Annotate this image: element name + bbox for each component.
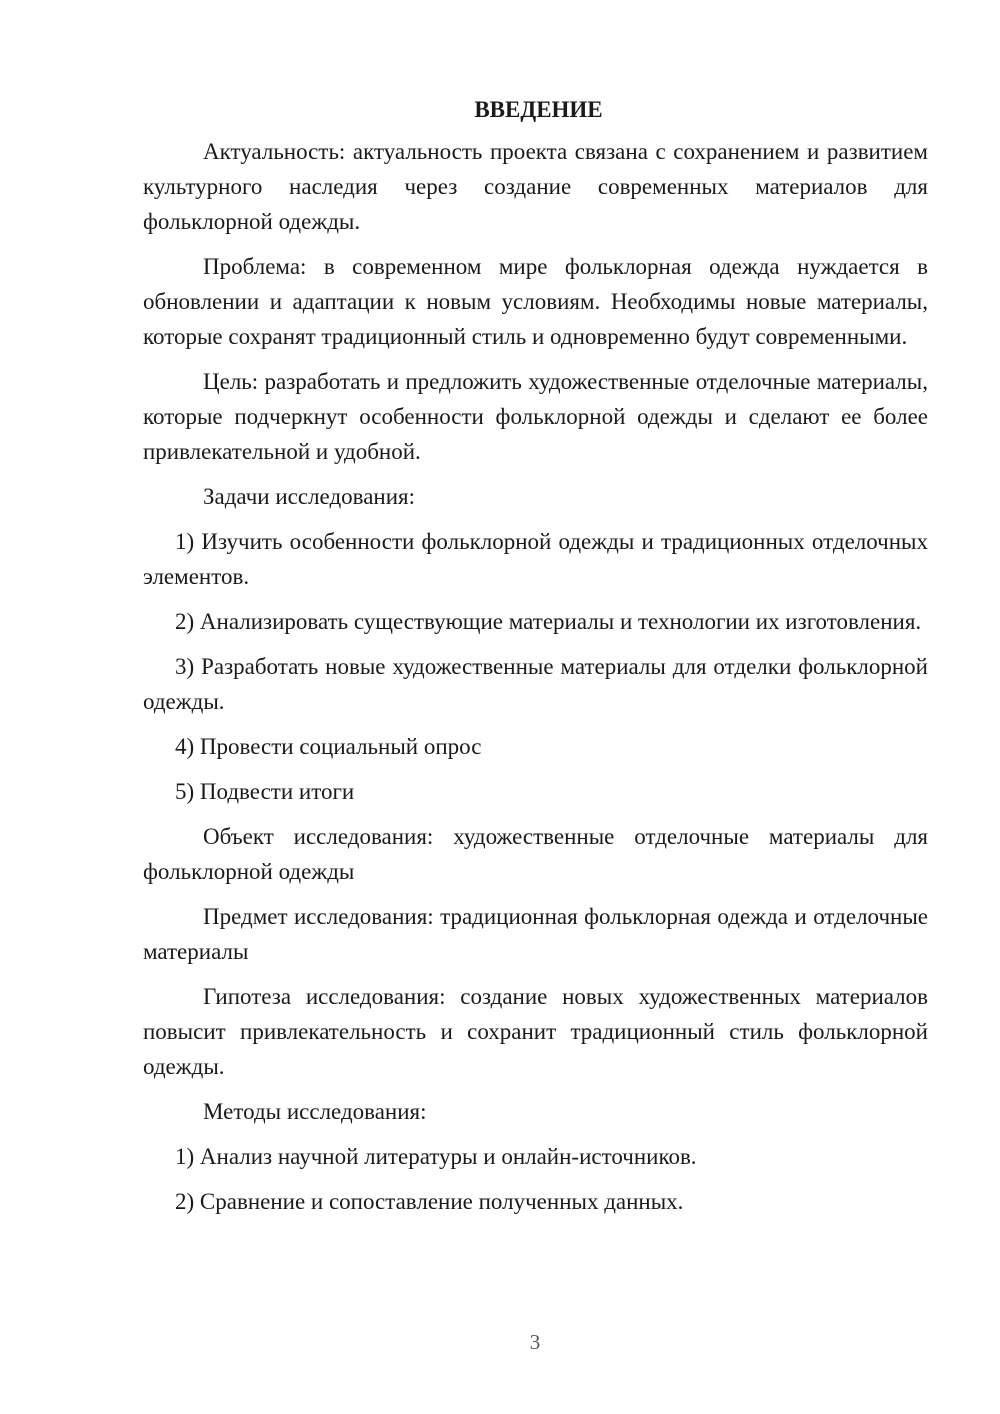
paragraph-object: Объект исследования: художественные отделочные материалы для фольклорной одежды	[143, 824, 928, 884]
task-list-item: 5) Подвести итоги	[175, 779, 355, 804]
page-content	[143, 92, 928, 1229]
method-list-item: 2) Сравнение и сопоставление полученных данных.	[175, 1189, 684, 1214]
paragraph-tasks-heading: Задачи исследования:	[203, 484, 416, 509]
method-list-item: 1) Анализ научной литературы и онлайн-источников.	[175, 1144, 697, 1169]
paragraph-problem: Проблема: в современном мире фольклорная одежда нуждается в обновлении и адаптации к новым условиям. Необходимы новые материалы, которые сохранят традиционный стиль и одновременно будут современными.	[143, 254, 928, 349]
paragraph-subject: Предмет исследования: традиционная фольклорная одежда и отделочные материалы	[143, 904, 928, 964]
task-list-item: 2) Анализировать существующие материалы и технологии их изготовления.	[175, 609, 922, 634]
paragraph-methods-heading: Методы исследования:	[203, 1099, 427, 1124]
task-list-item: 3) Разработать новые художественные материалы для отделки фольклорной одежды.	[143, 654, 928, 714]
paragraph-goal: Цель: разработать и предложить художественные отделочные материалы, которые подчеркнут особенности фольклорной одежды и сделают ее более привлекательной и удобной.	[143, 369, 928, 464]
task-list-item: 4) Провести социальный опрос	[175, 734, 482, 759]
paragraph-hypothesis: Гипотеза исследования: создание новых художественных материалов повысит привлекательность и сохранит традиционный стиль фольклорной одежды.	[143, 984, 928, 1079]
task-list-item: 1) Изучить особенности фольклорной одежды и традиционных отделочных элементов.	[143, 529, 928, 589]
page-title: ВВЕДЕНИЕ	[474, 97, 603, 122]
page-number: 3	[529, 1330, 541, 1354]
paragraph-relevance: Актуальность: актуальность проекта связана с сохранением и развитием культурного наследия через создание современных материалов для фольклорной одежды.	[143, 139, 928, 234]
